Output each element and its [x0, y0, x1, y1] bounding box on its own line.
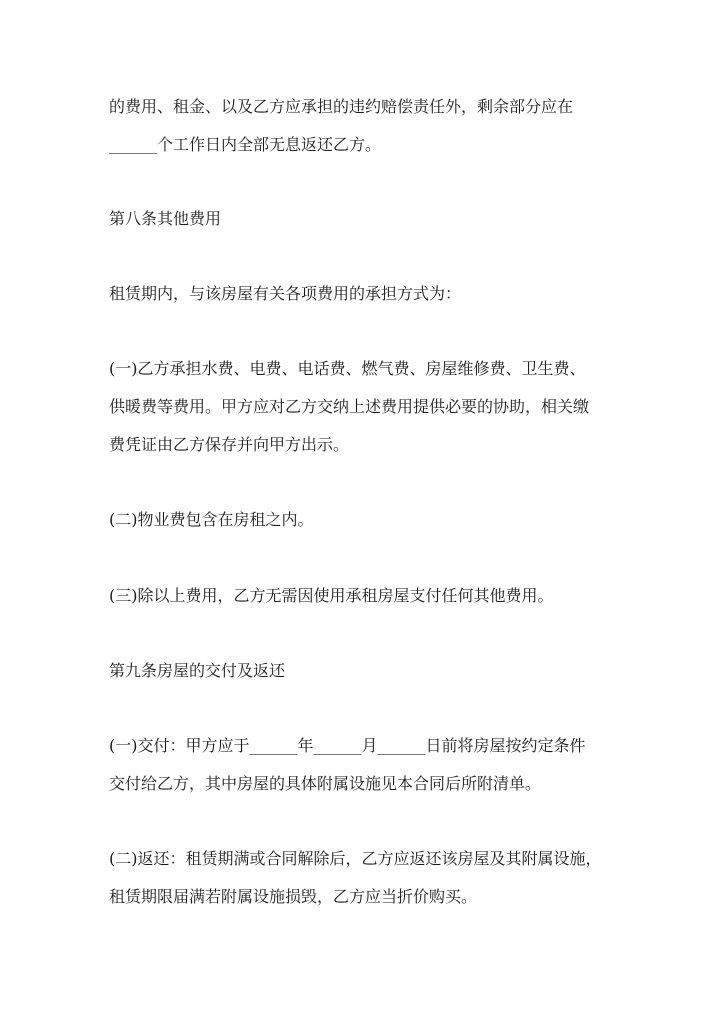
- text-line: 的费用、租金、以及乙方应承担的违约赔偿责任外，剩余部分应在: [109, 97, 574, 116]
- paragraph-fee-intro: [109, 275, 619, 313]
- paragraph-deposit-return: [109, 88, 619, 164]
- text-line: (一)乙方承担水费、电费、电话费、燃气费、房屋维修费、卫生费、: [109, 359, 586, 378]
- text-line: (二)物业费包含在房租之内。: [109, 510, 314, 529]
- text-line: (三)除以上费用，乙方无需因使用承租房屋支付任何其他费用。: [109, 586, 554, 605]
- text-line: (一)交付：甲方应于______年______月______日前将房屋按约定条件: [109, 736, 586, 755]
- text-line: ______个工作日内全部无息返还乙方。: [109, 135, 382, 154]
- text-line: 供暖费等费用。甲方应对乙方交纳上述费用提供必要的协助，相关缴: [109, 397, 590, 416]
- paragraph-return: [109, 840, 619, 916]
- text-line: 租赁期限届满若附属设施损毁，乙方应当折价购买。: [109, 887, 478, 906]
- text-line: 费凭证由乙方保存并向甲方出示。: [109, 435, 350, 454]
- paragraph-delivery: [109, 727, 619, 803]
- paragraph-fee-item-3: [109, 577, 619, 615]
- paragraph-fee-item-1: [109, 350, 619, 464]
- text-line: 交付给乙方，其中房屋的具体附属设施见本合同后所附清单。: [109, 774, 542, 793]
- heading-article-8: [109, 200, 619, 238]
- heading-article-9: [109, 652, 619, 690]
- text-line: 第九条房屋的交付及返还: [109, 661, 286, 680]
- paragraph-fee-item-2: [109, 501, 619, 539]
- text-line: (二)返还：租赁期满或合同解除后，乙方应返还该房屋及其附属设施，: [109, 849, 602, 868]
- text-line: 第八条其他费用: [109, 209, 222, 228]
- text-line: 租赁期内，与该房屋有关各项费用的承担方式为：: [109, 284, 462, 303]
